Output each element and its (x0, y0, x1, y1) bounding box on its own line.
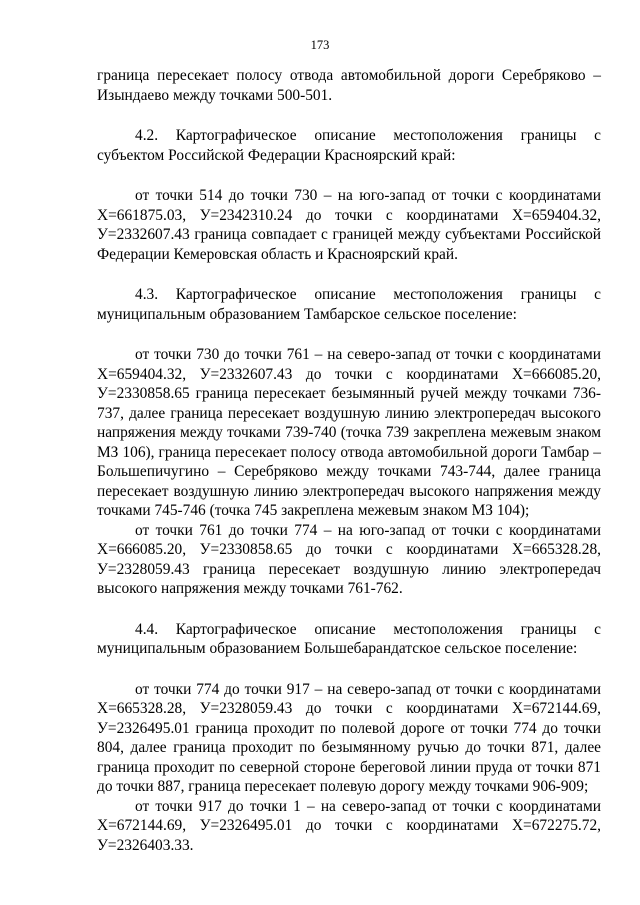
section-4-4-segment-917-1: от точки 917 до точки 1 – на северо-запад от точки с координатами Х=672144.69, У=2326495.01 до точки с координатами Х=672275.72, У=2326403.33. (97, 797, 601, 854)
page-number: 173 (310, 38, 330, 52)
section-4-4-heading: 4.4. Картографическое описание местоположения границы с муниципальным образованием Большебарандатское сельское поселение: (97, 620, 601, 657)
section-4-4-segment-774-917: от точки 774 до точки 917 – на северо-запад от точки с координатами Х=665328.28, У=2328059.43 до точки с координатами Х=672144.69, У=2326495.01 граница проходит по полевой дороге от точки 774 до точки 804, далее граница проходит по безымянному ручью до точки 871, далее граница проходит по северной стороне береговой линии пруда от точки 871 до точки 887, граница пересекает полевую дорогу между точками 906-909; (97, 680, 601, 795)
section-4-2-heading: 4.2. Картографическое описание местоположения границы с субъектом Российской Федерации Красноярский край: (97, 127, 601, 164)
section-4-3-segment-730-761: от точки 730 до точки 761 – на северо-запад от точки с координатами Х=659404.32, У=2332607.43 до точки с координатами Х=666085.20, У=2330858.65 граница пересекает безымянный ручей между точками 736-737, далее граница пересекает воздушную линию электропередач высокого напряжения между точками 739-740 (точка 739 закреплена межевым знаком МЗ 106), граница пересекает полосу отвода автомобильной дороги Тамбар – Большепичугино – Серебряково между точками 743-744, далее граница пересекает воздушную линию электропередач высокого напряжения между точками 745-746 (точка 745 закреплена межевым знаком МЗ 104); (97, 346, 601, 519)
section-4-3-heading: 4.3. Картографическое описание местоположения границы с муниципальным образованием Тамбарское сельское поселение: (97, 286, 601, 323)
section-4-3-segment-761-774: от точки 761 до точки 774 – на юго-запад от точки с координатами Х=666085.20, У=2330858.65 до точки с координатами Х=665328.28, У=2328059.43 граница пересекает воздушную линию электропередач высокого напряжения между точками 761-762. (97, 521, 601, 597)
section-4-2-segment-514-730: от точки 514 до точки 730 – на юго-запад от точки с координатами Х=661875.03, У=2342310.24 до точки с координатами Х=659404.32, У=2332607.43 граница совпадает с границей между субъектами Российской Федерации Кемеровская область и Красноярский край. (97, 187, 601, 263)
paragraph-continuation: граница пересекает полосу отвода автомобильной дороги Серебряково – Изындаево между точками 500-501. (97, 67, 601, 104)
document-body (97, 66, 601, 855)
